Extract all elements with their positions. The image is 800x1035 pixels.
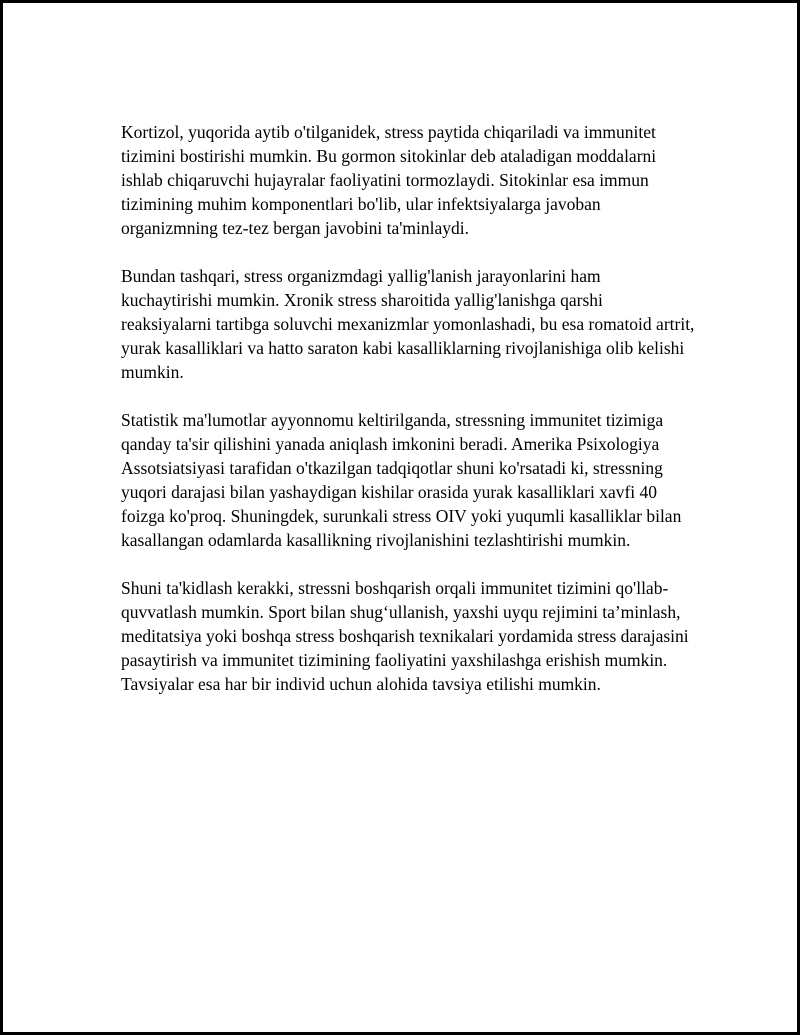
- paragraph-cortisol: Kortizol, yuqorida aytib o'tilganidek, stress paytida chiqariladi va immunitet tizimini bostirishi mumkin. Bu gormon sitokinlar deb ataladigan moddalarni ishlab chiqaruvchi hujayralar faoliyatini tormozlaydi. Sitokinlar esa immun tizimining muhim komponentlari bo'lib, ular infektsiyalarga javoban organizmning tez-tez bergan javobini ta'minlaydi.: [121, 122, 657, 238]
- document-body: [121, 120, 696, 720]
- paragraph-stress-management: Shuni ta'kidlash kerakki, stressni boshqarish orqali immunitet tizimini qo'llab-quvvatlash mumkin. Sport bilan shug‘ullanish, yaxshi uyqu rejimini ta’minlash, meditatsiya yoki boshqa stress boshqarish texnikalari yordamida stress darajasini pasaytirish va immunitet tizimining faoliyatini yaxshilashga erishish mumkin. Tavsiyalar esa har bir individ uchun alohida tavsiya etilishi mumkin.: [121, 578, 689, 694]
- paragraph-statistics: Statistik ma'lumotlar ayyonnomu keltirilganda, stressning immunitet tizimiga qanday ta'sir qilishini yanada aniqlash imkonini beradi. Amerika Psixologiya Assotsiatsiyasi tarafidan o'tkazilgan tadqiqotlar shuni ko'rsatadi ki, stressning yuqori darajasi bilan yashaydigan kishilar orasida yurak kasalliklari xavfi 40 foizga ko'proq. Shuningdek, surunkali stress OIV yoki yuqumli kasalliklar bilan kasallangan odamlarda kasallikning rivojlanishini tezlashtirishi mumkin.: [121, 410, 682, 550]
- paragraph-inflammation: Bundan tashqari, stress organizmdagi yallig'lanish jarayonlarini ham kuchaytirishi mumkin. Xronik stress sharoitida yallig'lanishga qarshi reaksiyalarni tartibga soluvchi mexanizmlar yomonlashadi, bu esa romatoid artrit, yurak kasalliklari va hatto saraton kabi kasalliklarning rivojlanishiga olib kelishi mumkin.: [121, 266, 695, 382]
